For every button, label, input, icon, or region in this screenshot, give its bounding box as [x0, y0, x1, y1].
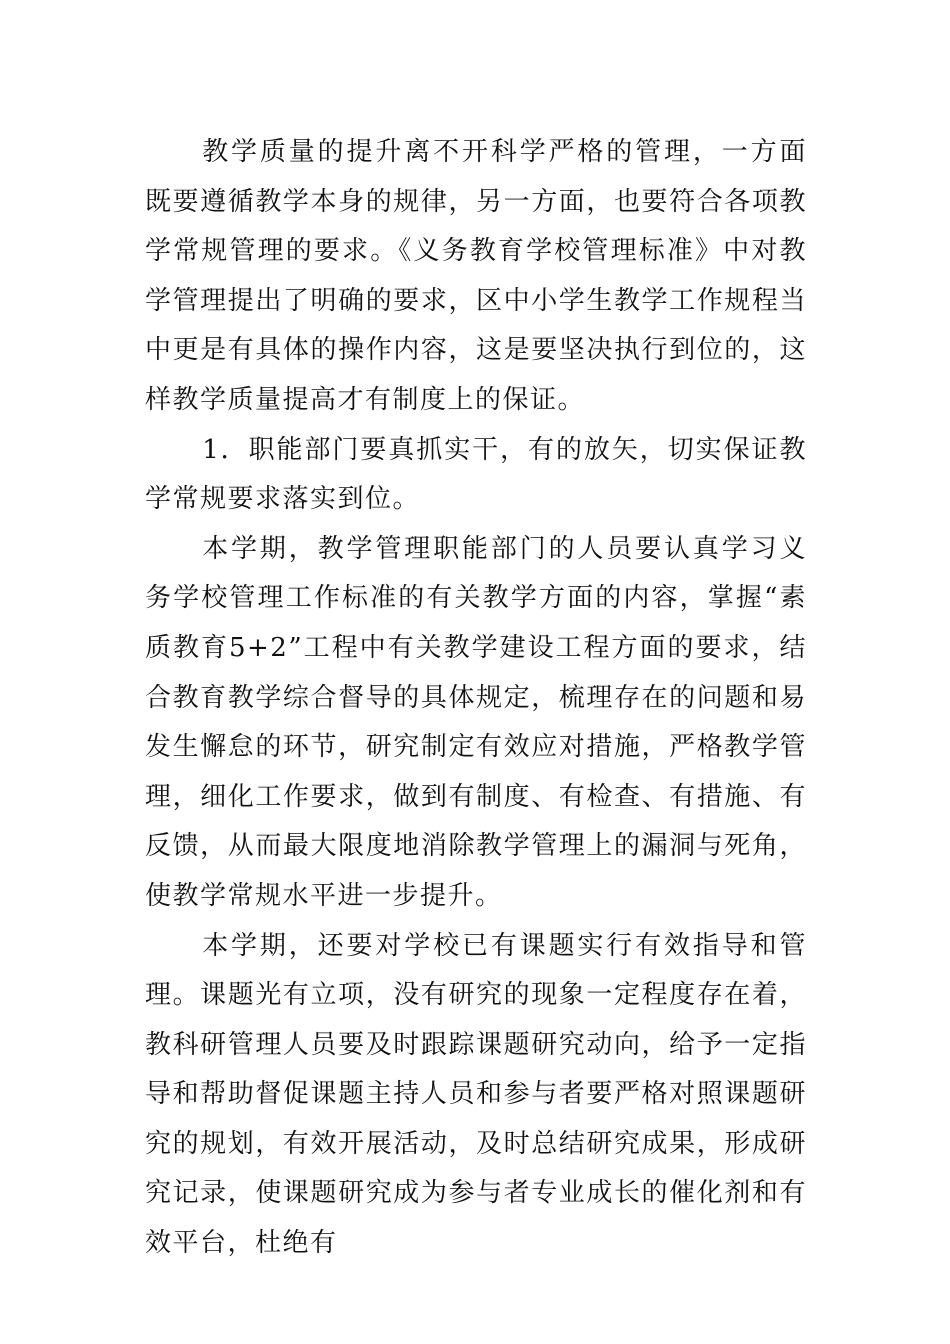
paragraph-semester-management: 本学期，教学管理职能部门的人员要认真学习义务学校管理工作标准的有关教学方面的内容，掌握“素质教育5+2”工程中有关教学建设工程方面的要求，结合教育教学综合督导的具体规定，梳理存在的问题和易发生懈怠的环节，研究制定有效应对措施，严格教学管理，细化工作要求，做到有制度、有检查、有措施、有反馈，从而最大限度地消除教学管理上的漏洞与死角，使教学常规水平进一步提升。 — [145, 533, 807, 911]
paragraph-quality-management: 教学质量的提升离不开科学严格的管理，一方面既要遵循教学本身的规律，另一方面，也要符合各项教学常规管理的要求。《义务教育学校管理标准》中对教学管理提出了明确的要求，区中小学生教学工作规程当中更是有具体的操作内容，这是要坚决执行到位的，这样教学质量提高才有制度上的保证。 — [145, 137, 807, 415]
paragraph-research-topics: 本学期，还要对学校已有课题实行有效指导和管理。课题光有立项，没有研究的现象一定程度存在着，教科研管理人员要及时跟踪课题研究动向，给予一定指导和帮助督促课题主持人员和参与者要严格对照课题研究的规划，有效开展活动，及时总结研究成果，形成研究记录，使课题研究成为参与者专业成长的催化剂和有效平台，杜绝有 — [145, 930, 807, 1259]
document-body — [145, 128, 807, 1269]
paragraph-item-1-heading: 1．职能部门要真抓实干，有的放矢，切实保证教学常规要求落实到位。 — [145, 434, 807, 515]
